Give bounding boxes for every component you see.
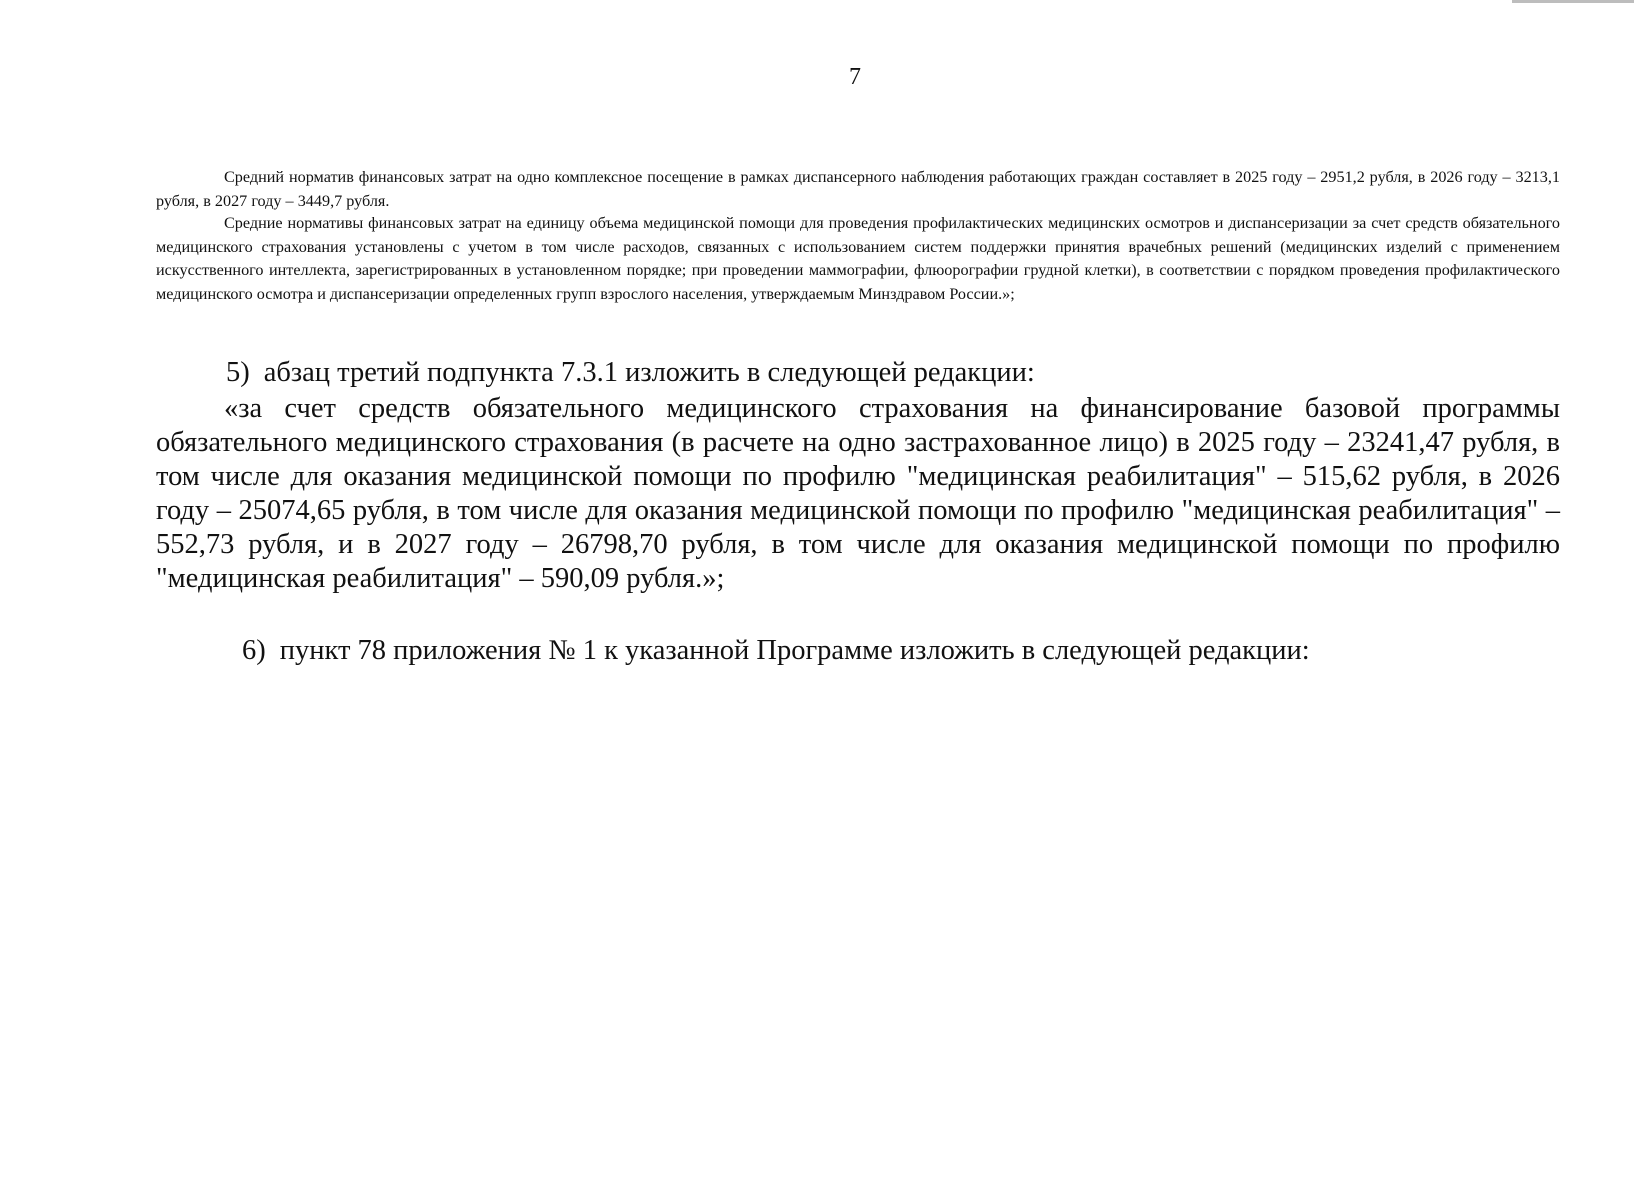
list-item-content bbox=[242, 634, 1502, 668]
list-item-5 bbox=[226, 356, 1466, 390]
list-item-6 bbox=[242, 634, 1502, 668]
paragraph-text: Средний норматив финансовых затрат на одно комплексное посещение в рамках диспансерного наблюдения работающих граждан составляет в 2025 году – 2951,2 рубля, в 2026 году – 3213,1 рубля, в 2027 году – 3449,7 рубля. bbox=[156, 168, 1560, 210]
list-item-number: 6) bbox=[242, 635, 266, 666]
list-item-text: пункт 78 приложения № 1 к указанной Программе изложить в следующей редакции: bbox=[279, 635, 1310, 666]
page-number: 7 bbox=[849, 64, 861, 90]
list-item-text: абзац третий подпункта 7.3.1 изложить в следующей редакции: bbox=[263, 357, 1035, 388]
quoted-amendment bbox=[156, 392, 1560, 596]
list-item-content bbox=[226, 356, 1466, 390]
scan-edge-mark bbox=[1512, 0, 1634, 3]
paragraph-checkup-cost bbox=[156, 166, 1560, 213]
quoted-amendment-text: «за счет средств обязательного медицинского страхования на финансирование базовой программы обязательного медицинского страхования (в расчете на одно застрахованное лицо) в 2025 году – 23241,47 рубля, в том числе для оказания медицинской помощи по профилю "медицинская реабилитация" – 515,62 рубля, в 2026 году – 25074,65 рубля, в том числе для оказания медицинской помощи по профилю "медицинская реабилитация" – 552,73 рубля, и в 2027 году – 26798,70 рубля, в том числе для оказания медицинской помощи по профилю "медицинская реабилитация" – 590,09 рубля.»; bbox=[156, 393, 1560, 594]
list-item-number: 5) bbox=[226, 357, 250, 388]
paragraph-text: Средние нормативы финансовых затрат на единицу объема медицинской помощи для проведения профилактических медицинских осмотров и диспансеризации за счет средств обязательного медицинского страхования установлены с учетом в том числе расходов, связанных с использованием систем поддержки принятия врачебных решений (медицинских изделий с применением искусственного интеллекта, зарегистрированных в установленном порядке; при проведении маммографии, флюорографии грудной клетки), в соответствии с порядком проведения профилактического медицинского осмотра и диспансеризации определенных групп взрослого населения, утверждаемым Минздравом России.»; bbox=[156, 214, 1560, 303]
paragraph-preventive-exams bbox=[156, 212, 1560, 306]
